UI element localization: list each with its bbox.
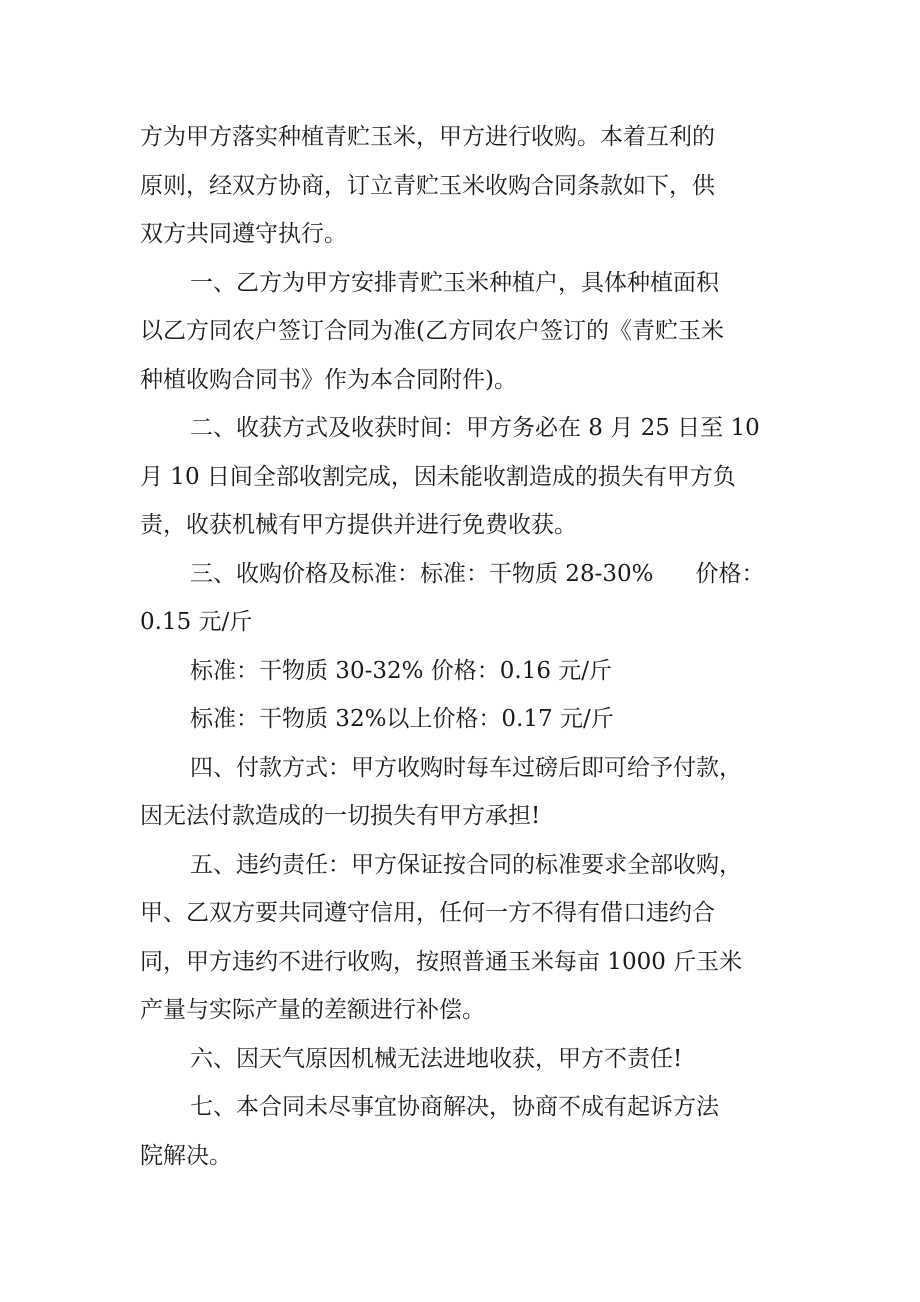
text-line: 院解决。 xyxy=(140,1142,232,1169)
clause-2 xyxy=(140,404,780,550)
clause-6 xyxy=(140,1035,780,1084)
text-line: 七、本合同未尽事宜协商解决，协商不成有起诉方法 xyxy=(190,1094,719,1120)
text-line: 一、乙方为甲方安排青贮玉米种植户，具体种植面积 xyxy=(190,269,719,296)
text-line: 四、付款方式：甲方收购时每车过磅后即可给予付款， xyxy=(190,754,742,781)
clause-5 xyxy=(140,841,780,1035)
text-line: 以乙方同农户签订合同为准(乙方同农户签订的《青贮玉米 xyxy=(140,318,724,344)
text-line: 同，甲方违约不进行收购，按照普通玉米每亩 1000 斤玉米 xyxy=(140,948,743,975)
clause-4 xyxy=(140,744,780,841)
clause-7 xyxy=(140,1083,780,1180)
price-value-line: 0.15 元/斤 xyxy=(140,609,253,635)
text-line: 种植收购合同书》作为本合同附件)。 xyxy=(140,366,517,393)
text-line: 产量与实际产量的差额进行补偿。 xyxy=(140,997,485,1023)
price-tier-3 xyxy=(140,695,780,744)
text-line: 二、收获方式及收获时间：甲方务必在 8 月 25 日至 10 xyxy=(190,415,760,441)
text-line: 月 10 日间全部收割完成，因未能收割造成的损失有甲方负 xyxy=(140,463,736,490)
price-label: 价格： xyxy=(695,560,765,587)
price-tier-2 xyxy=(140,647,780,696)
text-line: 五、违约责任：甲方保证按合同的标准要求全部收购， xyxy=(190,851,742,878)
text-line: 标准：干物质 30-32% 价格：0.16 元/斤 xyxy=(190,657,613,684)
text-line: 方为甲方落实种植青贮玉米，甲方进行收购。本着互利的 xyxy=(140,124,715,150)
text-line: 标准：干物质 32%以上价格：0.17 元/斤 xyxy=(190,706,614,732)
text-line: 甲、乙双方要共同遵守信用，任何一方不得有借口违约合 xyxy=(140,900,715,926)
text-line: 因无法付款造成的一切损失有甲方承担! xyxy=(140,803,541,829)
paragraph-intro xyxy=(140,113,780,259)
text-line: 责，收获机械有甲方提供并进行免费收获。 xyxy=(140,512,577,538)
contract-body xyxy=(140,113,780,1180)
clause-1 xyxy=(140,259,780,405)
text-line: 六、因天气原因机械无法进地收获，甲方不责任! xyxy=(190,1045,683,1072)
clause-3 xyxy=(140,550,780,647)
price-standard-line xyxy=(140,550,780,599)
standard-text: 三、收购价格及标准：标准：干物质 28-30% xyxy=(190,560,654,587)
text-line: 原则，经双方协商，订立青贮玉米收购合同条款如下，供 xyxy=(140,172,715,199)
text-line: 双方共同遵守执行。 xyxy=(140,221,347,247)
